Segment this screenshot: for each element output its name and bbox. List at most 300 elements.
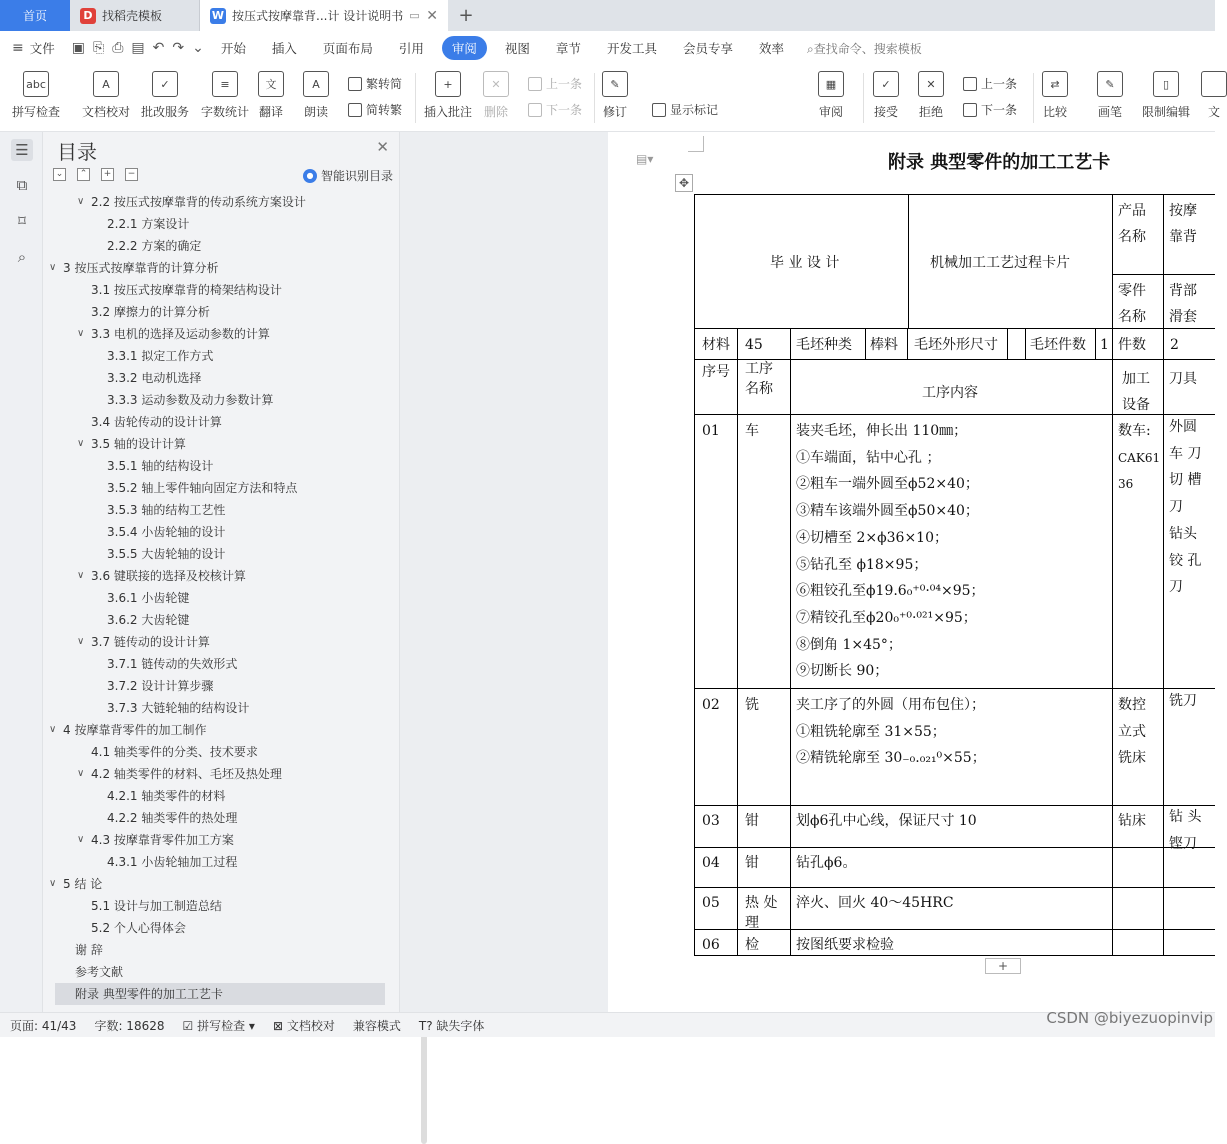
step-content-line: 钻孔ϕ6。 (796, 855, 857, 871)
spellcheck-button[interactable] (12, 71, 60, 120)
smart-toc-button[interactable] (303, 167, 393, 184)
table-move-handle-icon[interactable]: ✥ (675, 174, 693, 192)
step-name: 车 (745, 423, 759, 439)
table-line (907, 328, 908, 359)
toc-item-label: 3 按压式按摩靠背的计算分析 (63, 261, 219, 275)
toc-item[interactable] (55, 455, 385, 477)
search-icon: ⌕ (806, 41, 814, 56)
delete-comment-label: 删除 (483, 105, 508, 119)
toc-item[interactable] (55, 565, 385, 587)
toc-item[interactable] (55, 675, 385, 697)
toc-item-label: 3.5.4 小齿轮轴的设计 (107, 525, 226, 539)
next-comment-icon (528, 103, 542, 117)
next-change-icon (963, 103, 977, 117)
col-equipment: 加工设备 (1122, 371, 1150, 413)
collapse-all-icon[interactable]: ⌄ (53, 168, 66, 181)
accept-icon: ✓ (873, 71, 899, 97)
tab-template[interactable] (70, 0, 200, 31)
simp-to-trad-label: 简转繁 (366, 103, 403, 117)
simp-trad-icon (348, 103, 362, 117)
material-value: 45 (745, 337, 763, 353)
delete-comment-button[interactable] (483, 71, 509, 120)
table-line (1095, 328, 1096, 359)
toc-panel (43, 132, 400, 1012)
trad-to-simp-button[interactable] (348, 75, 402, 92)
table-line (790, 328, 791, 956)
accept-button[interactable] (873, 71, 899, 120)
next-comment-label: 下一条 (546, 103, 583, 117)
status-spellcheck-label: 拼写检查 (197, 1018, 246, 1033)
toc-item-label: 3.7.3 大链轮轴的结构设计 (107, 701, 250, 715)
step-content-line: ⑥粗铰孔至ϕ19.6₀⁺⁰·⁰⁴×95； (796, 583, 985, 600)
step-equipment-line: 钻床 (1118, 813, 1146, 829)
reject-icon: ✕ (918, 71, 944, 97)
toc-tools (53, 168, 149, 181)
batch-service-label: 批改服务 (141, 105, 190, 119)
toc-item-label: 2.2.1 方案设计 (107, 217, 190, 231)
doc-proof-button[interactable] (82, 71, 130, 120)
step-number: 01 (702, 423, 720, 439)
page-corner-mark (688, 136, 704, 152)
table-line (1025, 328, 1026, 359)
toc-item[interactable] (55, 433, 385, 455)
undo-icon[interactable]: ↶ (152, 40, 165, 56)
smart-toc-label: 智能识别目录 (320, 169, 393, 183)
step-equipment-line: 数车: (1118, 423, 1151, 439)
menu-insert[interactable]: 插入 (271, 41, 297, 56)
revise-icon: ✎ (602, 71, 628, 97)
word-count-icon: ≡ (212, 71, 238, 97)
toc-item-label: 3.1 按压式按摩靠背的椅架结构设计 (91, 283, 282, 297)
chapter-nav-icon[interactable]: ⧉ (16, 176, 28, 194)
material-label: 材料 (702, 337, 730, 353)
review-pane-button[interactable] (818, 71, 844, 120)
step-equipment-line: CAK61 (1118, 450, 1161, 465)
toc-item[interactable] (55, 917, 385, 939)
remove-heading-icon[interactable]: − (125, 168, 138, 181)
process-card-table (694, 194, 1215, 956)
status-proof-label: 文档校对 (286, 1018, 335, 1033)
toc-item-label: 3.6.2 大齿轮键 (107, 613, 190, 627)
restrict-edit-button[interactable] (1142, 71, 1190, 120)
toc-item-label: 3.3.2 电动机选择 (107, 371, 202, 385)
table-line (694, 688, 1215, 689)
step-number: 05 (702, 895, 720, 911)
toc-item[interactable] (55, 961, 385, 983)
step-tool-line: 刀 (1169, 579, 1183, 596)
ribbon-divider (594, 73, 595, 123)
step-content-line: ④切槽至 2×ϕ36×10； (796, 529, 948, 546)
toc-item[interactable] (55, 807, 385, 829)
print-preview-icon[interactable]: ▤ (131, 40, 145, 56)
step-content-line: ①车端面，钻中心孔 ； (796, 449, 941, 466)
menu-layout[interactable]: 页面布局 (322, 41, 373, 56)
monitor-icon[interactable]: ▭ (409, 9, 420, 22)
doc-permission-label: 文 (1207, 105, 1220, 119)
lock-doc-icon: ▯ (1153, 71, 1179, 97)
product-name: 按摩靠背 (1169, 203, 1197, 245)
menu-member[interactable]: 会员专享 (682, 41, 733, 56)
simp-to-trad-button[interactable] (348, 101, 402, 118)
toc-item[interactable] (55, 191, 385, 213)
next-change-button[interactable] (963, 101, 1017, 118)
step-name: 钳 (745, 813, 759, 829)
step-equipment-line: 数控 (1118, 697, 1146, 713)
step-equipment-line: 立式 (1118, 723, 1146, 740)
table-line (1007, 328, 1008, 359)
toc-item[interactable] (55, 851, 385, 873)
toc-item[interactable] (55, 939, 385, 961)
step-name: 钳 (745, 855, 759, 871)
toc-item-label: 5.2 个人心得体会 (91, 921, 186, 935)
step-number: 03 (702, 813, 720, 829)
toc-item[interactable] (55, 499, 385, 521)
missing-font-label: 缺失字体 (436, 1018, 485, 1033)
add-row-button[interactable]: + (985, 958, 1021, 974)
toc-item-label: 3.5.2 轴上零件轴向固定方法和特点 (107, 481, 298, 495)
step-number: 04 (702, 855, 720, 871)
step-content-line: ⑨切断长 90； (796, 663, 889, 680)
compat-mode: 兼容模式 (352, 1018, 401, 1033)
toc-item-label: 4.3.1 小齿轮轴加工过程 (107, 855, 238, 869)
toc-item-label: 3.3.3 运动参数及动力参数计算 (107, 393, 274, 407)
toc-item-label: 4.3 按摩靠背零件加工方案 (91, 833, 234, 847)
step-content-line: ③精车该端外圆至ϕ50×40； (796, 503, 979, 520)
col-tool: 刀具 (1169, 371, 1197, 387)
toc-item[interactable] (49, 719, 385, 741)
chevron-down-icon[interactable]: ∨ (77, 328, 85, 339)
batch-service-button[interactable] (141, 71, 189, 120)
command-search-text: 查找命令、搜索模板 (813, 41, 922, 56)
prev-comment-button[interactable] (528, 75, 582, 92)
missing-font-icon: T? (418, 1018, 433, 1033)
close-panel-icon[interactable]: ✕ (376, 138, 389, 156)
chevron-down-icon[interactable]: ∨ (77, 196, 85, 207)
toc-item-label: 3.5.5 大齿轮轴的设计 (107, 547, 226, 561)
chevron-down-icon[interactable]: ∨ (77, 834, 85, 845)
prev-comment-icon (528, 77, 542, 91)
translate-icon: 文 (258, 71, 284, 97)
pieces-label: 件数 (1118, 337, 1146, 353)
table-line (694, 929, 1215, 930)
tab-home[interactable]: 首页 (0, 0, 70, 31)
menu-efficiency[interactable]: 效率 (758, 41, 784, 56)
toc-item-label: 3.5.3 轴的结构工艺性 (107, 503, 226, 517)
expand-all-icon[interactable]: ⌃ (77, 168, 90, 181)
toc-item[interactable] (55, 411, 385, 433)
word-count[interactable]: 字数: 18628 (94, 1018, 165, 1033)
toc-item-label: 5.1 设计与加工制造总结 (91, 899, 222, 913)
chevron-down-icon[interactable]: ∨ (77, 570, 85, 581)
prev-change-button[interactable] (963, 75, 1017, 92)
table-line (908, 194, 909, 328)
menu-file[interactable]: 文件 (29, 41, 55, 56)
chevron-down-icon[interactable]: ∨ (77, 636, 85, 647)
status-bar (0, 1012, 1215, 1037)
translate-button[interactable] (258, 71, 284, 120)
toc-title: 目录 (57, 140, 97, 164)
tab-template-label: 找稻壳模板 (102, 9, 163, 23)
toc-item-label: 3.6 键联接的选择及校核计算 (91, 569, 246, 583)
table-line (1163, 194, 1164, 956)
step-name: 铣 (745, 697, 759, 713)
step-content-line: ⑤钻孔至 ϕ18×95； (796, 556, 928, 573)
smart-icon: ● (303, 169, 317, 183)
toc-item[interactable] (49, 257, 385, 279)
toc-item-label: 3.3.1 拟定工作方式 (107, 349, 214, 363)
toc-item[interactable] (55, 367, 385, 389)
step-tool-line: 切 槽 (1169, 472, 1202, 489)
toc-item-label: 3.4 齿轮传动的设计计算 (91, 415, 222, 429)
toc-item-label: 参考文献 (75, 965, 124, 979)
toc-item[interactable] (55, 895, 385, 917)
step-content-line: ⑧倒角 1×45°； (796, 636, 902, 653)
toc-item[interactable] (55, 653, 385, 675)
toc-item[interactable] (55, 301, 385, 323)
doc-proof-icon: A (93, 71, 119, 97)
table-line (865, 328, 866, 359)
table-line (694, 805, 1215, 806)
toc-item-label: 3.7.1 链传动的失效形式 (107, 657, 238, 671)
blank-type-value: 棒料 (870, 337, 898, 353)
spellcheck-status-icon: ☑ (182, 1018, 194, 1033)
ribbon-divider (863, 73, 864, 123)
revise-button[interactable] (602, 71, 628, 120)
comment-icon: + (435, 71, 461, 97)
table-line (694, 887, 1215, 888)
menu-start[interactable]: 开始 (220, 41, 246, 56)
toc-item[interactable] (55, 235, 385, 257)
toc-item-label: 3.2 摩擦力的计算分析 (91, 305, 210, 319)
ribbon (0, 65, 1220, 132)
blank-type-label: 毛坯种类 (796, 337, 852, 353)
step-tool-line: 钻头 (1169, 525, 1197, 542)
step-content-line: ①粗铣轮廓至 31×55； (796, 723, 946, 740)
read-aloud-label: 朗读 (303, 105, 328, 119)
chevron-down-icon[interactable]: ∨ (49, 724, 57, 735)
toc-item-label: 4.2.2 轴类零件的热处理 (107, 811, 238, 825)
toc-item-label: 4.2.1 轴类零件的材料 (107, 789, 226, 803)
toc-item[interactable] (55, 785, 385, 807)
toc-item-label: 3.7 链传动的设计计算 (91, 635, 210, 649)
toc-item-label: 2.2.2 方案的确定 (107, 239, 202, 253)
step-content-line: 按图纸要求检验 (796, 937, 894, 953)
toc-item[interactable] (55, 697, 385, 719)
insert-comment-button[interactable] (424, 71, 472, 120)
toc-item[interactable] (55, 389, 385, 411)
step-content-line: ②精铣轮廓至 30₋₀.₀₂₁⁰×55； (796, 750, 986, 767)
docer-icon: D (80, 8, 96, 24)
word-doc-icon: W (211, 8, 225, 22)
blank-size-label: 毛坯外形尺寸 (914, 337, 998, 353)
toc-item[interactable] (55, 631, 385, 653)
step-content-line: 划ϕ6孔中心线，保证尺寸 10 (796, 813, 977, 829)
status-spellcheck[interactable]: ☑ 拼写检查 ▾ (182, 1018, 255, 1033)
show-markup-label: 显示标记 (670, 103, 719, 117)
compare-icon: ⇄ (1042, 71, 1068, 97)
print-icon[interactable]: ⎙ (112, 40, 124, 56)
toc-list (49, 191, 385, 1005)
batch-service-icon: ✓ (152, 71, 178, 97)
step-name: 检 (745, 937, 759, 953)
close-tab-icon[interactable]: ✕ (426, 7, 438, 24)
add-heading-icon[interactable]: + (101, 168, 114, 181)
tab-document[interactable] (200, 0, 448, 31)
step-content-line: 淬火、回火 40～45HRC (796, 895, 954, 911)
toc-item-label: 2.2 按压式按摩靠背的传动系统方案设计 (91, 195, 306, 209)
read-aloud-icon: A (303, 71, 329, 97)
step-content-line: 装夹毛坯，伸长出 110㎜； (796, 423, 968, 439)
table-line (737, 328, 738, 956)
ink-button[interactable] (1097, 71, 1123, 120)
menu-devtools[interactable]: 开发工具 (606, 41, 657, 56)
toc-item[interactable] (55, 213, 385, 235)
menu-chapter[interactable]: 章节 (555, 41, 581, 56)
step-name: 理 (745, 915, 759, 931)
step-content-line: ⑦精铰孔至ϕ20₀⁺⁰·⁰²¹×95； (796, 609, 977, 626)
toc-item[interactable] (55, 763, 385, 785)
translate-label: 翻译 (258, 105, 283, 119)
step-tool-line: 刀 (1169, 499, 1183, 516)
part-name-label: 零件名称 (1118, 283, 1146, 325)
next-comment-button[interactable] (528, 101, 582, 118)
doc-permission-icon (1201, 71, 1227, 97)
word-count-button[interactable] (201, 71, 249, 120)
menu-reference[interactable]: 引用 (398, 41, 424, 56)
save-icon[interactable]: ▣ (71, 40, 85, 56)
menu-bar (0, 31, 1215, 65)
page-indicator[interactable]: 页面: 41/43 (10, 1018, 77, 1033)
ink-label: 画笔 (1097, 105, 1122, 119)
menu-view[interactable]: 视图 (504, 41, 530, 56)
chevron-down-icon[interactable]: ∨ (49, 262, 57, 273)
side-toolbar (0, 132, 43, 1012)
col-content: 工序内容 (922, 385, 978, 401)
document-margin (400, 132, 608, 1012)
missing-font[interactable] (419, 1017, 485, 1034)
design-label: 毕 业 设 计 (770, 255, 840, 271)
document-heading: 附录 典型零件的加工工艺卡 (888, 152, 1111, 173)
ribbon-divider (1033, 73, 1034, 123)
blank-count-label: 毛坯件数 (1030, 337, 1086, 353)
chevron-down-icon[interactable]: ∨ (77, 768, 85, 779)
toc-item[interactable] (49, 873, 385, 895)
word-count-label: 字数统计 (201, 105, 250, 119)
step-number: 02 (702, 697, 720, 713)
insert-comment-label: 插入批注 (424, 105, 473, 119)
review-pane-icon: ▦ (818, 71, 844, 97)
export-icon[interactable]: ⎘ (92, 40, 105, 56)
toc-item[interactable] (55, 345, 385, 367)
tab-document-label: 按压式按摩靠背...计 设计说明书 (232, 9, 404, 23)
col-seq: 序号 (702, 364, 730, 380)
toc-item-label: 3.6.1 小齿轮键 (107, 591, 190, 605)
bookmark-icon[interactable]: ⌑ (18, 212, 26, 230)
step-content-line: 夹工序了的外圆（用布包住）； (796, 697, 985, 713)
blank-count-value: 1 (1100, 337, 1109, 353)
toc-item-label: 3.3 电机的选择及运动参数的计算 (91, 327, 270, 341)
toc-item[interactable] (55, 279, 385, 301)
chevron-down-icon[interactable]: ∨ (49, 878, 57, 889)
revise-label: 修订 (602, 105, 627, 119)
delete-comment-icon: ✕ (483, 71, 509, 97)
table-line (694, 955, 1215, 956)
hamburger-icon[interactable]: ≡ (12, 40, 24, 56)
toc-item-label: 4.2 轴类零件的材料、毛坯及热处理 (91, 767, 282, 781)
col-proc-name: 工序名称 (745, 361, 773, 397)
chevron-down-icon[interactable]: ∨ (77, 438, 85, 449)
toc-item[interactable] (55, 323, 385, 345)
part-name: 背部滑套 (1169, 283, 1197, 325)
spellcheck-icon: abc (23, 71, 49, 97)
reject-button[interactable] (918, 71, 944, 120)
toc-item[interactable] (55, 829, 385, 851)
step-tool-line: 铿刀 (1169, 835, 1197, 852)
pen-icon: ✎ (1097, 71, 1123, 97)
reject-label: 拒绝 (918, 105, 943, 119)
toc-item-label: 5 结 论 (63, 877, 103, 891)
prev-comment-label: 上一条 (546, 77, 583, 91)
show-markup-icon (652, 103, 666, 117)
table-line (694, 194, 695, 956)
compare-button[interactable] (1042, 71, 1068, 120)
toc-item[interactable] (55, 741, 385, 763)
table-line (694, 847, 1215, 848)
card-title: 机械加工工艺过程卡片 (930, 255, 1070, 271)
pieces-value: 2 (1170, 337, 1179, 353)
next-change-label: 下一条 (981, 103, 1018, 117)
toc-item-label: 3.5 轴的设计计算 (91, 437, 186, 451)
more-icon[interactable]: ⌄ (192, 40, 204, 56)
trad-simp-icon (348, 77, 362, 91)
restrict-edit-label: 限制编辑 (1142, 105, 1191, 119)
step-tool-line: 铣刀 (1169, 693, 1197, 709)
status-proof[interactable] (273, 1017, 335, 1034)
proof-status-icon: ⊠ (272, 1018, 284, 1033)
toc-icon[interactable]: ☰ (11, 139, 33, 161)
toc-item[interactable] (55, 609, 385, 631)
redo-icon[interactable]: ↷ (172, 40, 185, 56)
command-search[interactable] (807, 40, 922, 57)
menu-review[interactable]: 审阅 (442, 36, 487, 60)
show-markup-button[interactable] (652, 101, 718, 118)
ribbon-divider (415, 73, 416, 123)
toc-item[interactable] (55, 477, 385, 499)
toc-item-label: 3.7.2 设计计算步骤 (107, 679, 214, 693)
toc-item[interactable] (55, 543, 385, 565)
toc-item-label: 3.5.1 轴的结构设计 (107, 459, 214, 473)
doc-permission-button[interactable] (1201, 71, 1227, 120)
new-tab-button[interactable]: + (458, 5, 474, 26)
find-icon[interactable]: ⌕ (17, 248, 27, 266)
toc-item[interactable] (55, 587, 385, 609)
step-number: 06 (702, 937, 720, 953)
toc-item[interactable] (55, 983, 385, 1005)
step-equipment-line: 铣床 (1118, 750, 1146, 767)
read-aloud-button[interactable] (303, 71, 329, 120)
toc-item-label: 谢 辞 (75, 943, 103, 957)
product-name-label: 产品名称 (1118, 203, 1146, 245)
page-options-icon[interactable]: ▤▾ (636, 152, 654, 166)
doc-proof-label: 文档校对 (82, 105, 131, 119)
spellcheck-label: 拼写检查 (12, 105, 61, 119)
prev-change-icon (963, 77, 977, 91)
step-tool-line: 钻 头 (1169, 809, 1202, 825)
toc-item[interactable] (55, 521, 385, 543)
step-name: 热 处 (745, 895, 778, 911)
table-line (694, 194, 1215, 195)
tab-bar (0, 0, 1215, 31)
